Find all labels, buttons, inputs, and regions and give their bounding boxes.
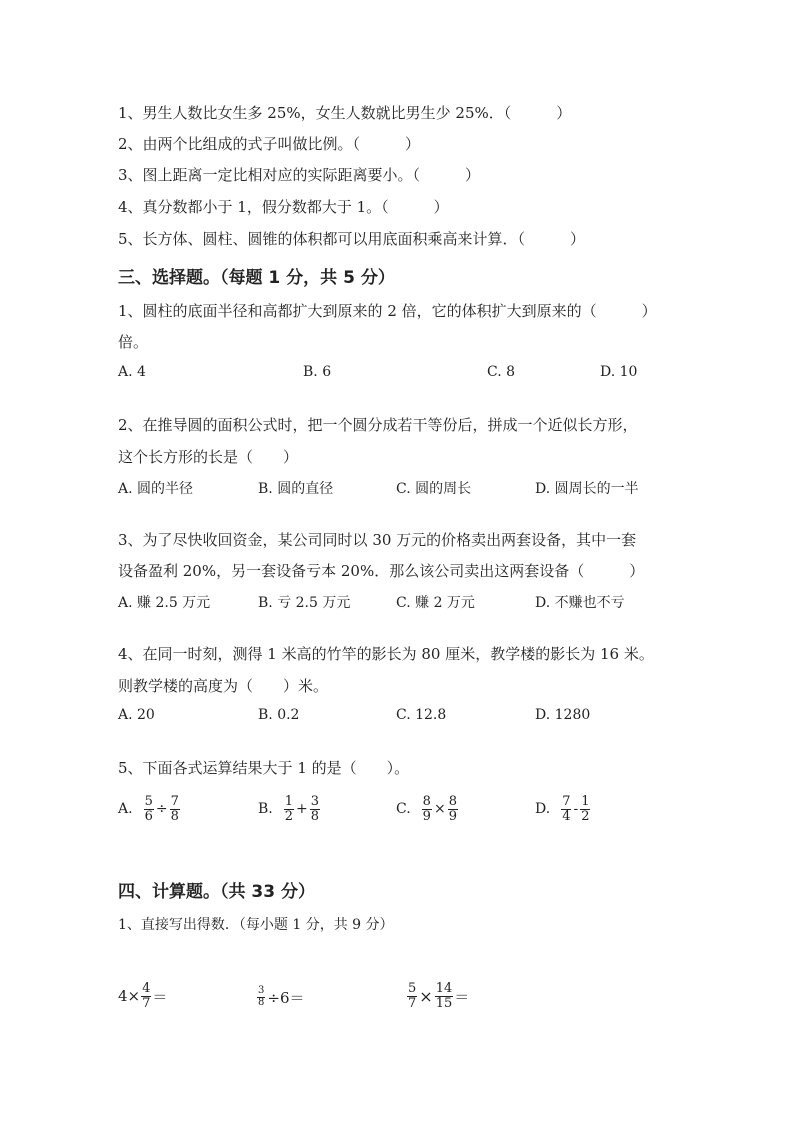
calc-expression-3: [406, 982, 469, 1010]
q1-text-line1: 1、圆柱的底面半径和高都扩大到原来的 2 倍，它的体积扩大到原来的（ ）: [118, 302, 657, 320]
q4-text-line1: 4、在同一时刻，测得 1 米高的竹竿的影长为 80 厘米，教学楼的影长为 16 米。: [118, 645, 654, 663]
numerator: 8: [422, 794, 431, 809]
q4-option-c: C. 12.8: [396, 707, 447, 723]
q5-option-d: [535, 795, 591, 823]
q1-option-c: C. 8: [487, 364, 516, 380]
q1-option-b: B. 6: [303, 364, 332, 380]
q2-option-c: C. 圆的周长: [396, 481, 472, 497]
numerator: 7: [170, 794, 179, 809]
judge-item-3: 3、图上距离一定比相对应的实际距离要小。（ ）: [118, 166, 481, 184]
q2-text-line1: 2、在推导圆的面积公式时，把一个圆分成若干等份后，拼成一个近似长方形，: [118, 416, 638, 434]
denominator: 6: [144, 808, 153, 824]
operator: ÷: [155, 801, 168, 818]
fraction: [407, 982, 417, 1010]
denominator: 8: [258, 996, 265, 1008]
denominator: 2: [284, 808, 294, 824]
fraction: [141, 982, 151, 1010]
q3-text-line1: 3、为了尽快收回资金，某公司同时以 30 万元的价格卖出两套设备，其中一套: [118, 531, 637, 549]
expr-tail: ÷6＝: [267, 988, 305, 1007]
expr-tail: ＝: [152, 987, 168, 1006]
numerator: 4: [142, 981, 151, 996]
numerator: 8: [448, 794, 457, 809]
operator: +: [296, 801, 308, 818]
q4-option-a: A. 20: [118, 707, 155, 723]
q1-option-a: A. 4: [118, 364, 146, 380]
numerator: 1: [581, 794, 590, 809]
option-label: C.: [396, 801, 411, 818]
q3-option-d: D. 不赚也不亏: [535, 595, 625, 611]
numerator: 14: [435, 981, 453, 996]
calc-sub-title: 1、直接写出得数．（每小题 1 分，共 9 分）: [118, 917, 394, 933]
q4-option-d: D. 1280: [535, 707, 591, 723]
operator: ×: [433, 801, 446, 818]
fraction: [170, 795, 180, 823]
q3-option-c: C. 赚 2 万元: [396, 595, 475, 611]
q5-option-a: [118, 795, 181, 823]
expr-lead: 4×: [118, 987, 141, 1006]
q2-option-b: B. 圆的直径: [258, 481, 334, 497]
q5-text: 5、下面各式运算结果大于 1 的是（ ）。: [118, 759, 410, 777]
judge-item-1: 1、男生人数比女生多 25%，女生人数就比男生少 25%．（ ）: [118, 104, 572, 122]
fraction: [284, 795, 294, 823]
q3-text-line2: 设备盈利 20%，另一套设备亏本 20%．那么该公司卖出这两套设备（ ）: [118, 562, 645, 580]
fraction: [580, 795, 590, 823]
denominator: 9: [422, 808, 431, 824]
denominator: 8: [170, 808, 179, 824]
judge-item-4: 4、真分数都小于 1，假分数都大于 1。（ ）: [118, 198, 449, 216]
q1-option-d: D. 10: [600, 364, 638, 380]
fraction: [257, 986, 265, 1008]
numerator: 3: [258, 985, 265, 996]
q4-text-line2: 则教学楼的高度为（ ）米。: [118, 677, 329, 695]
option-label: D.: [535, 801, 551, 818]
section-title-calc: 四、计算题。（共 33 分）: [118, 882, 315, 902]
denominator: 7: [142, 995, 151, 1011]
q1-text-line2: 倍。: [118, 333, 149, 351]
q5-option-b: [258, 795, 321, 823]
q2-option-a: A. 圆的半径: [118, 481, 194, 497]
denominator: 4: [562, 808, 571, 824]
q2-text-line2: 这个长方形的长是（ ）: [118, 448, 299, 466]
denominator: 15: [435, 995, 453, 1011]
q2-option-d: D. 圆周长的一半: [535, 481, 639, 497]
numerator: 5: [144, 794, 153, 809]
q3-option-a: A. 赚 2.5 万元: [118, 595, 211, 611]
fraction: [310, 795, 320, 823]
fraction: [422, 795, 432, 823]
denominator: 2: [581, 808, 590, 824]
calc-expression-2: [257, 986, 305, 1008]
section-title-choice: 三、选择题。（每题 1 分，共 5 分）: [118, 268, 395, 288]
numerator: 1: [284, 794, 294, 809]
numerator: 7: [562, 794, 571, 809]
fraction: [561, 795, 571, 823]
denominator: 8: [310, 808, 320, 824]
fraction: [435, 982, 454, 1010]
denominator: 9: [448, 808, 457, 824]
numerator: 5: [408, 981, 417, 996]
q4-option-b: B. 0.2: [258, 707, 300, 723]
option-label: A.: [118, 801, 133, 818]
calc-expression-1: [118, 982, 167, 1010]
fraction: [448, 795, 458, 823]
fraction: [144, 795, 154, 823]
option-label: B.: [258, 801, 273, 818]
denominator: 7: [408, 995, 417, 1011]
operator: ×: [419, 986, 433, 1006]
expr-tail: ＝: [454, 987, 470, 1006]
q5-option-c: [396, 795, 459, 823]
judge-item-2: 2、由两个比组成的式子叫做比例。（ ）: [118, 135, 421, 153]
numerator: 3: [310, 794, 320, 809]
operator: -: [573, 801, 579, 818]
judge-item-5: 5、长方体、圆柱、圆锥的体积都可以用底面积乘高来计算．（ ）: [118, 230, 586, 248]
q3-option-b: B. 亏 2.5 万元: [258, 595, 351, 611]
